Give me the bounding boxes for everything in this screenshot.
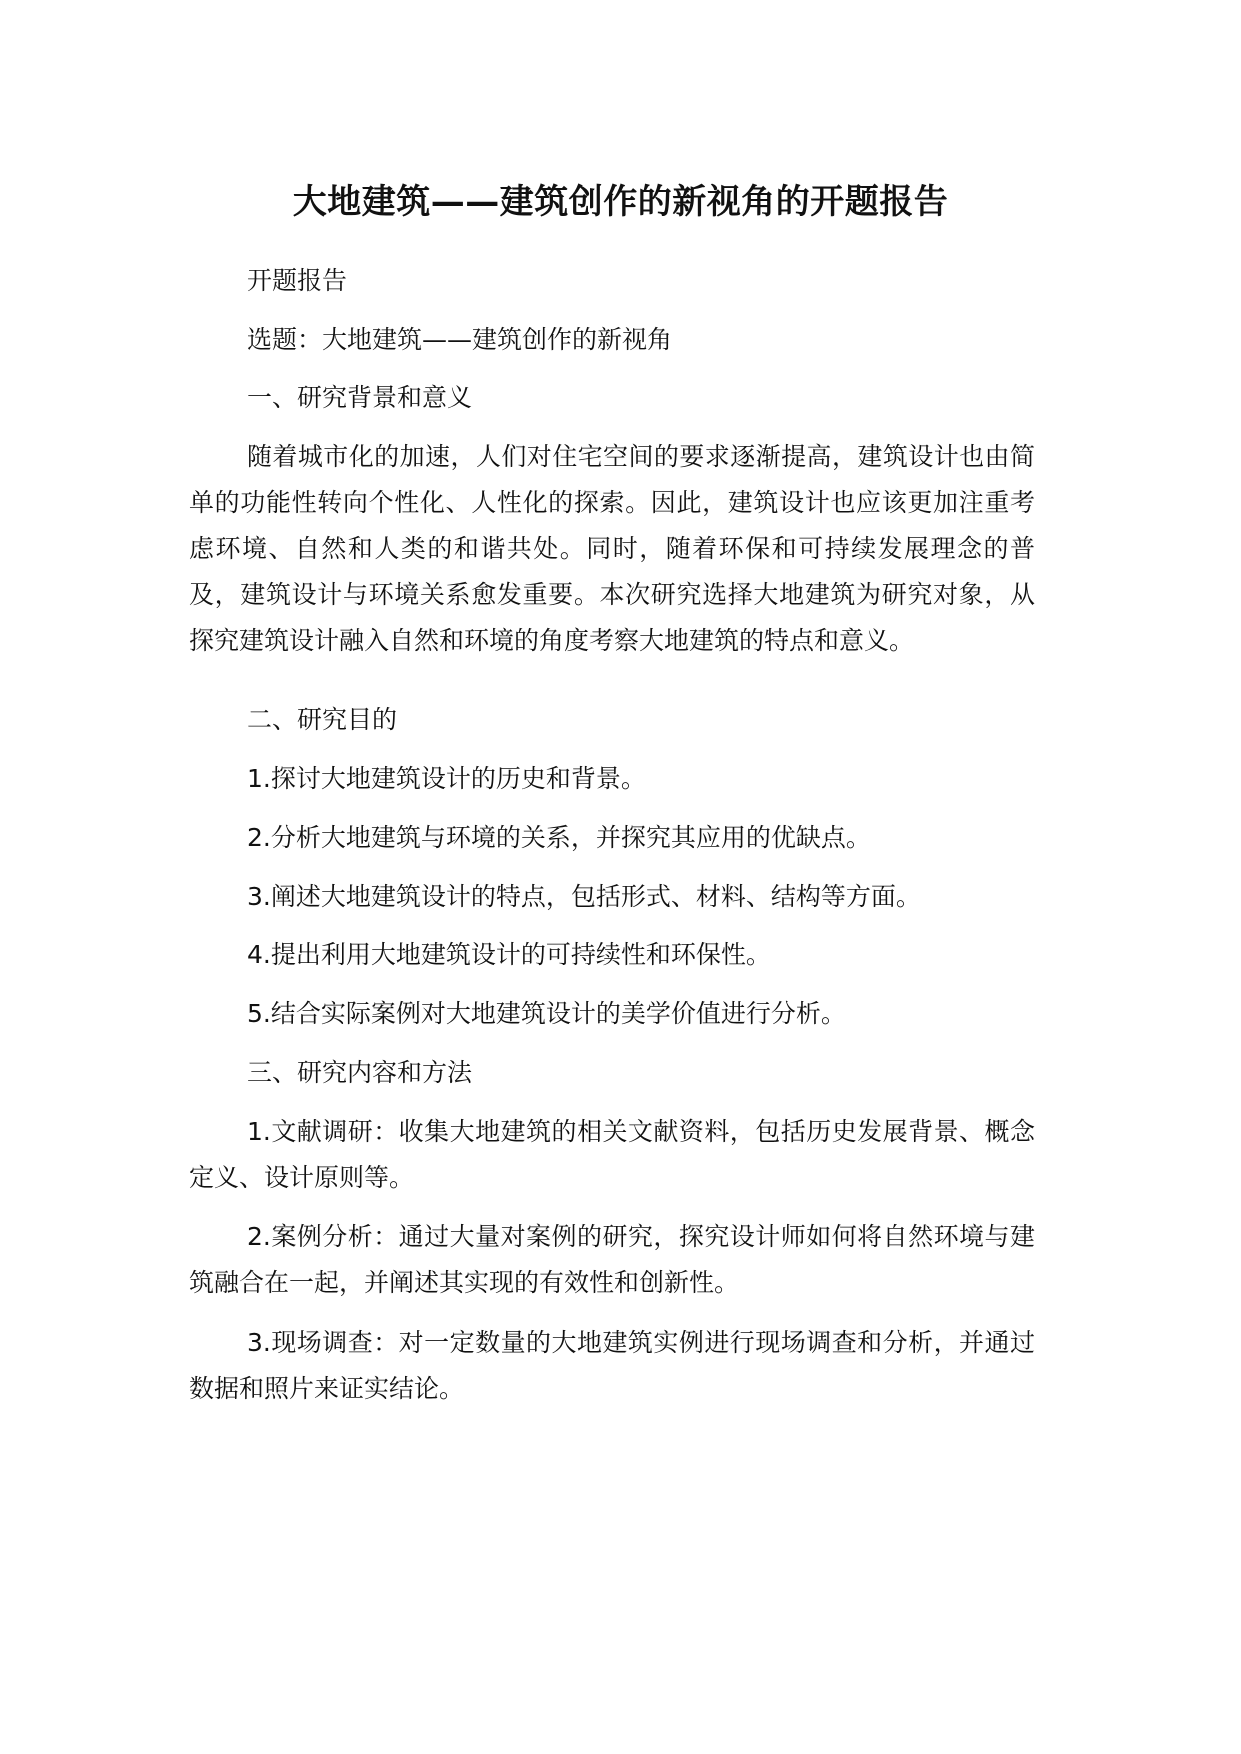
objective-item: 4.提出利用大地建筑设计的可持续性和环保性。 bbox=[247, 940, 771, 969]
method-item: 3.现场调查：对一定数量的大地建筑实例进行现场调查和分析，并通过数据和照片来证实结论。 bbox=[189, 1328, 1035, 1403]
topic-line: 选题：大地建筑——建筑创作的新视角 bbox=[247, 325, 673, 354]
document-title: 大地建筑——建筑创作的新视角的开题报告 bbox=[292, 182, 949, 222]
section1-body: 随着城市化的加速，人们对住宅空间的要求逐渐提高，建筑设计也由简单的功能性转向个性化、人性化的探索。因此，建筑设计也应该更加注重考虑环境、自然和人类的和谐共处。同时，随着环保和可持续发展理念的普及，建筑设计与环境关系愈发重要。本次研究选择大地建筑为研究对象，从探究建筑设计融入自然和环境的角度考察大地建筑的特点和意义。 bbox=[189, 442, 1035, 655]
objective-item: 5.结合实际案例对大地建筑设计的美学价值进行分析。 bbox=[247, 999, 846, 1028]
report-label: 开题报告 bbox=[247, 266, 348, 295]
section1-heading: 一、研究背景和意义 bbox=[247, 383, 473, 412]
method-item: 1.文献调研：收集大地建筑的相关文献资料，包括历史发展背景、概念定义、设计原则等。 bbox=[189, 1117, 1035, 1192]
objective-item: 2.分析大地建筑与环境的关系，并探究其应用的优缺点。 bbox=[247, 823, 871, 852]
objective-item: 1.探讨大地建筑设计的历史和背景。 bbox=[247, 764, 646, 793]
objective-item: 3.阐述大地建筑设计的特点，包括形式、材料、结构等方面。 bbox=[247, 882, 921, 911]
section3-heading: 三、研究内容和方法 bbox=[247, 1058, 473, 1087]
method-item: 2.案例分析：通过大量对案例的研究，探究设计师如何将自然环境与建筑融合在一起，并阐述其实现的有效性和创新性。 bbox=[189, 1222, 1035, 1297]
section2-heading: 二、研究目的 bbox=[247, 705, 398, 734]
